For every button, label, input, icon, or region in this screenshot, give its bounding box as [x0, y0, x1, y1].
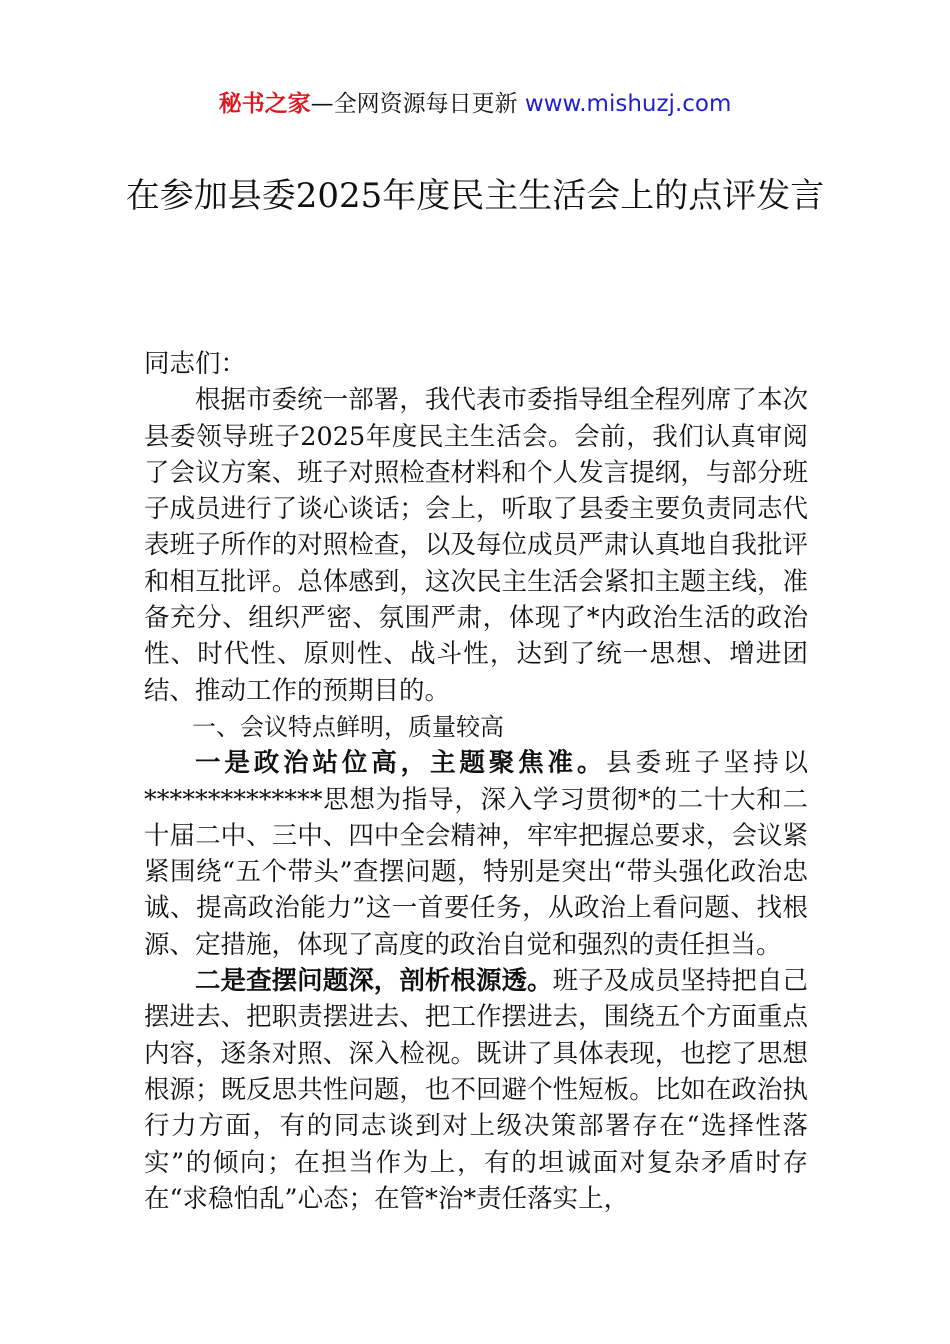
point-text-2: 班子及成员坚持把自己摆进去、把职责摆进去、把工作摆进去，围绕五个方面重点内容，逐条对照、深入检视。既讲了具体表现，也挖了思想根源；既反思共性问题，也不回避个性短板。比如在政治执行力方面，有的同志谈到对上级决策部署存在“选择性落实”的倾向；在担当作为上，有的坦诚面对复杂矛盾时存在“求稳怕乱”心态；在管*治*责任落实上， — [144, 966, 808, 1214]
site-header — [0, 86, 950, 122]
brand-name: 秘书之家 — [218, 91, 311, 117]
intro-paragraph: 根据市委统一部署，我代表市委指导组全程列席了本次县委领导班子2025年度民主生活会。会前，我们认真审阅了会议方案、班子对照检查材料和个人发言提纲，与部分班子成员进行了谈心谈话；会上，听取了县委主要负责同志代表班子所作的对照检查，以及每位成员严肃认真地自我批评和相互批评。总体感到，这次民主生活会紧扣主题主线，准备充分、组织严密、氛围严肃，体现了*内政治生活的政治性、时代性、原则性、战斗性，达到了统一思想、增进团结、推动工作的预期目的。 — [144, 385, 808, 706]
point-paragraph-1 — [144, 745, 808, 963]
site-url-link[interactable]: www.mishuzj.com — [524, 91, 732, 117]
section-heading: 一、会议特点鲜明，质量较高 — [192, 712, 504, 741]
header-slogan: —全网资源每日更新 — [310, 91, 525, 117]
document-body — [144, 346, 808, 1217]
point-lead-1: 一是政治站位高，主题聚焦准。 — [195, 748, 607, 779]
salutation: 同志们： — [144, 349, 247, 379]
point-text-1: 县委班子坚持以**************思想为指导，深入学习贯彻*的二十大和二十届二中、三中、四中全会精神，牢牢把握总要求，会议紧紧围绕“五个带头”查摆问题，特别是突出“带头强化政治忠诚、提高政治能力”这一首要任务，从政治上看问题、找根源、定措施，体现了高度的政治自觉和强烈的责任担当。 — [144, 748, 808, 960]
document-title: 在参加县委2025年度民主生活会上的点评发言 — [125, 176, 825, 216]
point-paragraph-2 — [144, 963, 808, 1217]
point-lead-2: 二是查摆问题深，剖析根源透。 — [195, 966, 553, 997]
